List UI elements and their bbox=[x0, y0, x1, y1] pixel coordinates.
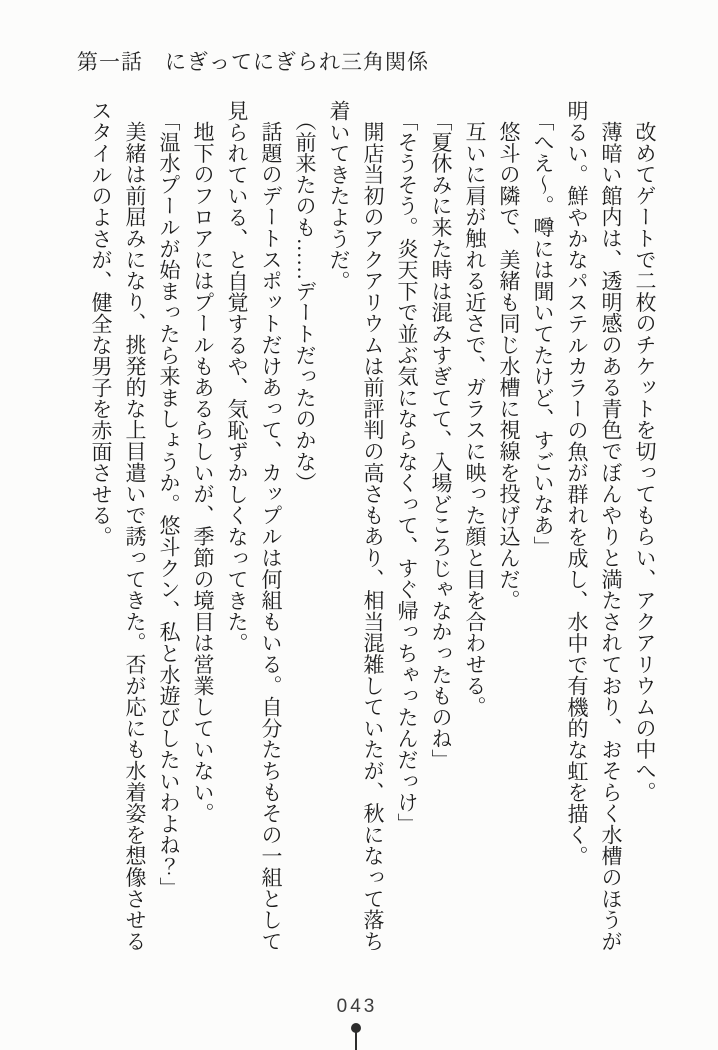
chapter-header: 第一話 にぎってにぎられ三角関係 bbox=[77, 50, 429, 74]
text-line: 改めてゲートで二枚のチケットを切ってもらい、アクアリウムの中へ。 bbox=[633, 121, 657, 803]
text-line: 地下のフロアにはプールもあるらしいが、季節の境目は営業していない。 bbox=[191, 121, 215, 824]
text-line: （前来たのも……デートだったのかな） bbox=[293, 110, 317, 494]
text-line: 着いてきたようだ。 bbox=[327, 100, 351, 292]
text-line: 「へえ～。噂には聞いてたけど、すごいなあ」 bbox=[531, 110, 555, 558]
text-line: 見られている、と自覚するや、気恥ずかしくなってきた。 bbox=[225, 100, 249, 654]
text-line: 「温水プールが始まったら来ましょうか。悠斗クン、私と水遊びしたいわよね？」 bbox=[157, 110, 181, 899]
text-line: 話題のデートスポットだけあって、カップルは何組もいる。自分たちもその一組として bbox=[259, 121, 283, 952]
text-line: 薄暗い館内は、透明感のある青色でぼんやりと満たされており、おそらく水槽のほうが bbox=[599, 121, 623, 952]
page-marker-line-icon bbox=[355, 1031, 357, 1050]
text-line: 開店当初のアクアリウムは前評判の高さもあり、相当混雑していたが、秋になって落ち bbox=[361, 121, 385, 952]
text-line: 互いに肩が触れる近さで、ガラスに映った顔と目を合わせる。 bbox=[463, 121, 487, 718]
text-line: 「そうそう。炎天下で並ぶ気にならなくって、すぐ帰っちゃったんだっけ」 bbox=[395, 110, 419, 835]
body-text bbox=[76, 100, 662, 952]
text-line: 悠斗の隣で、美緒も同じ水槽に視線を投げ込んだ。 bbox=[497, 121, 521, 611]
text-line: 美緒は前屈みになり、挑発的な上目遣いで誘ってきた。否が応にも水着姿を想像させる bbox=[123, 121, 147, 952]
text-line: 「夏休みに来た時は混みすぎてて、入場どころじゃなかったものね」 bbox=[429, 110, 453, 771]
text-line: 明るい。鮮やかなパステルカラーの魚が群れを成し、水中で有機的な虹を描く。 bbox=[565, 100, 589, 867]
page-number: 043 bbox=[336, 996, 378, 1017]
text-line: スタイルのよさが、健全な男子を赤面させる。 bbox=[89, 100, 113, 548]
